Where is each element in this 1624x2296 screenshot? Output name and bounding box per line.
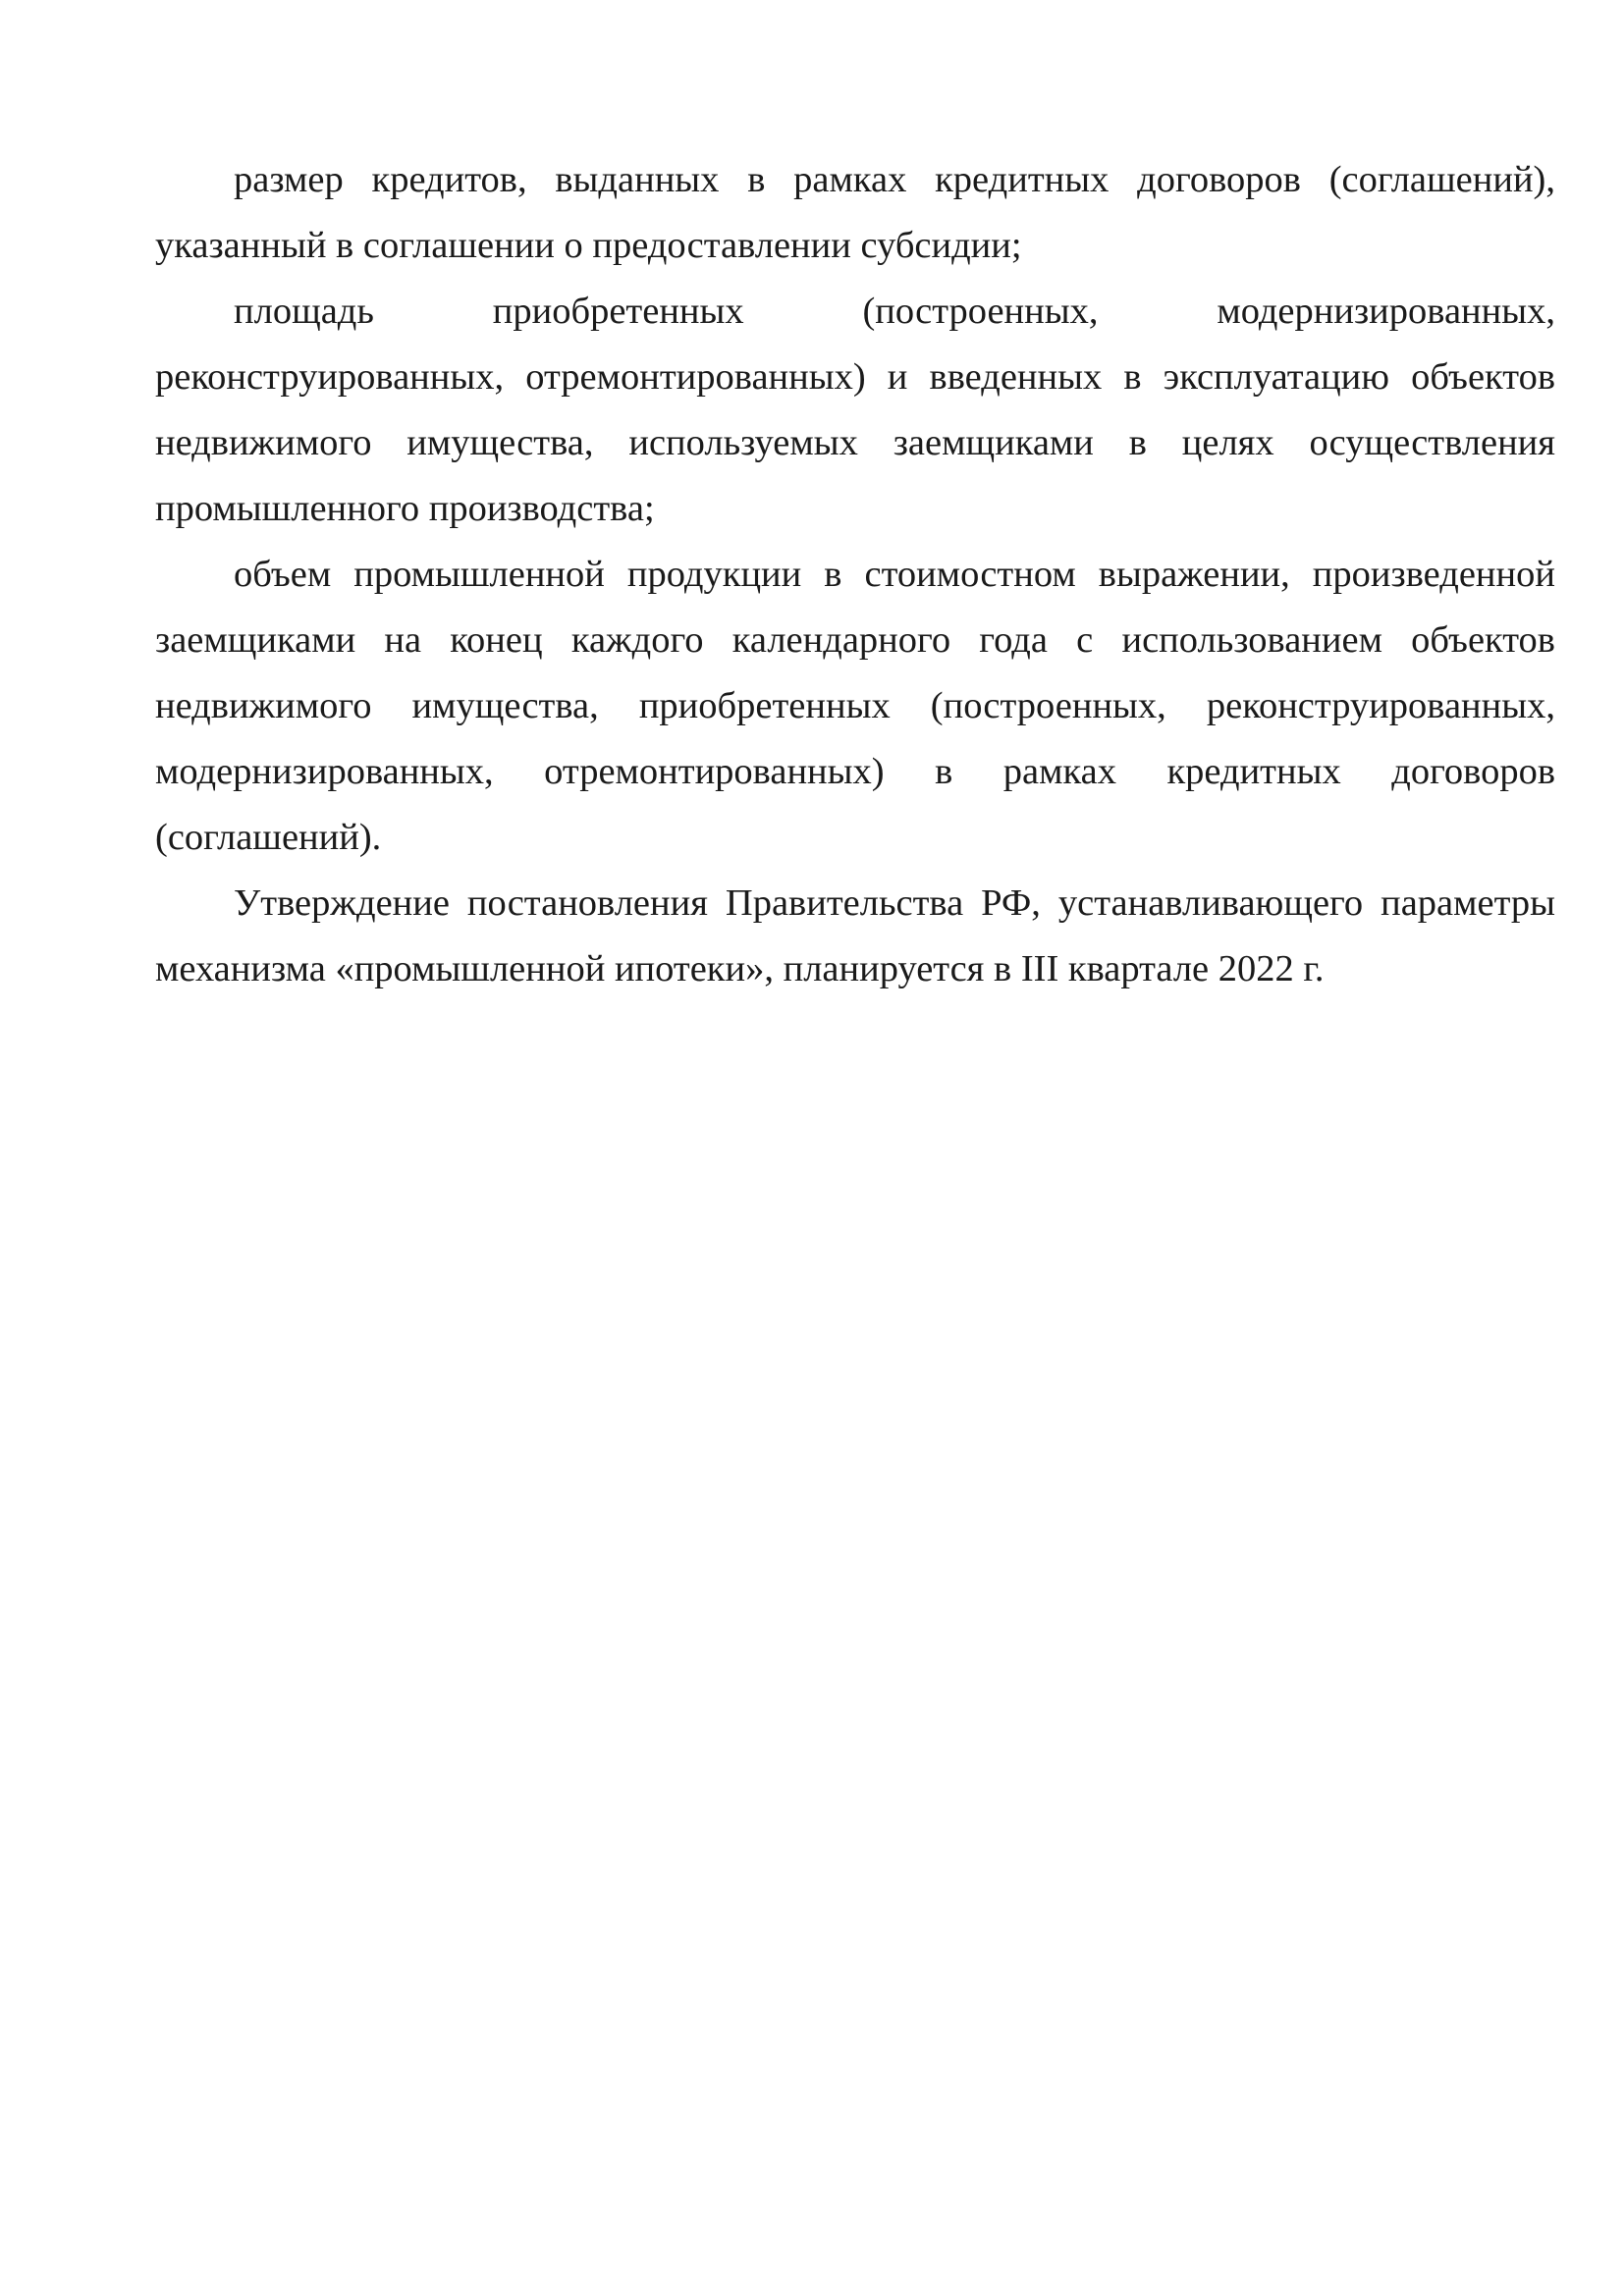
document-body [155,147,1555,1002]
paragraph-production-volume: объем промышленной продукции в стоимостном выражении, произведенной заемщиками на конец каждого календарного года с использованием объектов недвижимого имущества, приобретенных (построенных, реконструированных, модернизированных, отремонтированных) в рамках кредитных договоров (соглашений). [155,554,1555,858]
paragraph-property-area: площадь приобретенных (построенных, модернизированных, реконструированных, отремонтированных) и введенных в эксплуатацию объектов недвижимого имущества, используемых заемщиками в целях осуществления промышленного производства; [155,291,1555,529]
paragraph-approval-schedule: Утверждение постановления Правительства РФ, устанавливающего параметры механизма «промышленной ипотеки», планируется в III квартале 2022 г. [155,882,1555,989]
paragraph-loan-size: размер кредитов, выданных в рамках кредитных договоров (соглашений), указанный в соглашении о предоставлении субсидии; [155,159,1555,266]
